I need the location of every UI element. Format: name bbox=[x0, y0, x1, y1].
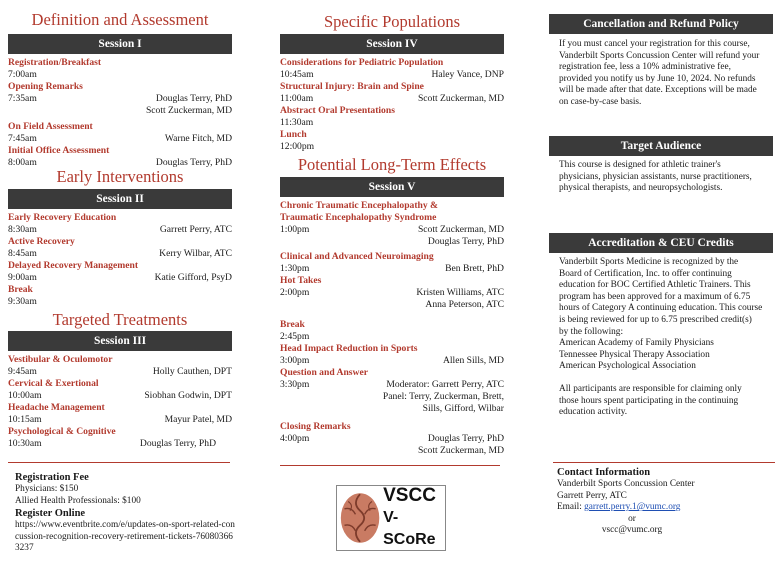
item-title: Delayed Recovery Management bbox=[8, 260, 139, 271]
speaker: Allen Sills, MD bbox=[442, 355, 504, 366]
item-title: Hot Takes bbox=[280, 275, 322, 286]
speaker: Kristen Williams, ATC bbox=[416, 287, 504, 298]
contact-org: Vanderbilt Sports Concussion Center bbox=[557, 479, 695, 489]
item-title: Traumatic Encephalopathy Syndrome bbox=[280, 212, 437, 223]
audience-block bbox=[549, 136, 773, 195]
section-title-early: Early Interventions bbox=[56, 167, 184, 186]
item-title: Active Recovery bbox=[8, 236, 75, 247]
speaker: Anna Peterson, ATC bbox=[425, 299, 504, 310]
item-time: 1:30pm bbox=[280, 263, 310, 274]
item-time: 10:30am bbox=[8, 438, 42, 449]
item-time: 7:45am bbox=[8, 133, 37, 144]
speaker: Douglas Terry, PhD bbox=[427, 236, 504, 247]
speaker: Douglas Terry, PhD bbox=[155, 157, 232, 168]
item-time: 7:35am bbox=[8, 93, 37, 104]
accreditation-text: Vanderbilt Sports Medicine is recognized by the Board of Certification, Inc. to offer continuing education for BOC Certified Athletic Trainers. This program has been approved for a maximum of 6.75 hours of Category A continuing education. This course is being reviewed for up to 6.75 prescribed credit(s) by the following: bbox=[559, 257, 763, 337]
accreditation-org: Tennessee Physical Therapy Association bbox=[559, 349, 710, 360]
item-time: 9:30am bbox=[8, 296, 37, 307]
item-time: 2:45pm bbox=[280, 331, 310, 342]
panel: Sills, Gifford, Wilbar bbox=[422, 403, 504, 414]
session-4-header: Session IV bbox=[280, 34, 504, 54]
fee-allied: Allied Health Professionals: $100 bbox=[15, 495, 141, 506]
session-5 bbox=[280, 177, 504, 457]
divider bbox=[8, 462, 230, 463]
speaker: Warne Fitch, MD bbox=[164, 133, 232, 144]
cancellation-header: Cancellation and Refund Policy bbox=[549, 14, 773, 34]
item-time: 10:15am bbox=[8, 414, 42, 425]
item-title: Head Impact Reduction in Sports bbox=[280, 343, 418, 354]
vscc-logo bbox=[336, 485, 446, 551]
fee-physicians: Physicians: $150 bbox=[15, 484, 79, 494]
item-time: 8:45am bbox=[8, 248, 37, 259]
speaker: Katie Gifford, PsyD bbox=[154, 272, 232, 283]
speaker: Garrett Perry, ATC bbox=[159, 224, 232, 235]
logo-line-1: VSCC bbox=[383, 485, 436, 506]
item-title: Closing Remarks bbox=[280, 421, 351, 432]
item-title: Lunch bbox=[280, 129, 307, 140]
registration-block bbox=[15, 471, 237, 555]
item-title: Initial Office Assessment bbox=[8, 145, 110, 156]
session-4 bbox=[280, 34, 504, 153]
item-time: 9:00am bbox=[8, 272, 37, 283]
accreditation-block bbox=[549, 233, 773, 419]
registration-fee-title: Registration Fee bbox=[15, 472, 89, 483]
speaker: Haley Vance, DNP bbox=[431, 69, 504, 80]
item-title: Chronic Traumatic Encephalopathy & bbox=[280, 200, 439, 211]
session-1 bbox=[8, 34, 232, 169]
item-time: 11:00am bbox=[280, 93, 314, 104]
logo-line-2: V-SCoRe bbox=[383, 509, 436, 548]
speaker: Scott Zuckerman, MD bbox=[145, 105, 232, 116]
speaker: Mayur Patel, MD bbox=[164, 414, 232, 425]
contact-name: Garrett Perry, ATC bbox=[557, 490, 627, 501]
brain-icon bbox=[339, 486, 381, 550]
item-time: 8:00am bbox=[8, 157, 37, 168]
item-time: 3:30pm bbox=[280, 379, 310, 390]
item-title: Break bbox=[8, 284, 33, 295]
item-time: 1:00pm bbox=[280, 224, 310, 235]
panel: Panel: Terry, Zuckerman, Brett, bbox=[382, 391, 504, 402]
contact-block bbox=[557, 466, 771, 537]
accreditation-note: All participants are responsible for claiming only those hours spent participating in the continuing education activity. bbox=[559, 383, 742, 418]
section-definition bbox=[8, 10, 232, 30]
item-title: Early Recovery Education bbox=[8, 212, 117, 223]
item-title: Clinical and Advanced Neuroimaging bbox=[280, 251, 434, 262]
divider bbox=[553, 462, 775, 463]
divider bbox=[280, 465, 500, 466]
speaker: Ben Brett, PhD bbox=[445, 263, 504, 274]
item-title: Opening Remarks bbox=[8, 81, 83, 92]
accreditation-header: Accreditation & CEU Credits bbox=[549, 233, 773, 253]
speaker: Douglas Terry, PhD bbox=[139, 438, 216, 449]
session-2 bbox=[8, 189, 232, 308]
item-time: 10:00am bbox=[8, 390, 42, 401]
speaker: Scott Zuckerman, MD bbox=[417, 445, 504, 456]
session-1-header: Session I bbox=[8, 34, 232, 54]
speaker: Holly Cauthen, DPT bbox=[152, 366, 232, 377]
item-title: Abstract Oral Presentations bbox=[280, 105, 395, 116]
email-label: Email: bbox=[557, 502, 582, 513]
item-title: Structural Injury: Brain and Spine bbox=[280, 81, 424, 92]
item-title: Break bbox=[280, 319, 305, 330]
item-title: Question and Answer bbox=[280, 367, 368, 378]
item-time: 8:30am bbox=[8, 224, 37, 235]
speaker: Kerry Wilbar, ATC bbox=[159, 248, 232, 259]
accreditation-org: American Academy of Family Physicians bbox=[559, 338, 714, 349]
speaker: Siobhan Godwin, DPT bbox=[144, 390, 232, 401]
audience-header: Target Audience bbox=[549, 136, 773, 156]
register-online-title: Register Online bbox=[15, 508, 86, 520]
speaker: Douglas Terry, PhD bbox=[155, 93, 232, 104]
item-time: 11:30am bbox=[280, 117, 314, 128]
item-time: 9:45am bbox=[8, 366, 37, 377]
item-time: 2:00pm bbox=[280, 287, 310, 298]
item-title: Psychological & Cognitive bbox=[8, 426, 116, 437]
moderator: Moderator: Garrett Perry, ATC bbox=[386, 379, 504, 390]
item-title: Cervical & Exertional bbox=[8, 378, 99, 389]
section-title-targeted: Targeted Treatments bbox=[52, 310, 188, 329]
audience-text: This course is designed for athletic trainer's physicians, physician assistants, nurse practitioners, physical therapists, and neuropsychologists. bbox=[559, 160, 752, 194]
accreditation-org: American Psychological Association bbox=[559, 361, 696, 372]
section-title-specific: Specific Populations bbox=[323, 12, 461, 31]
cancellation-text: If you must cancel your registration for this course, Vanderbilt Sports Concussion Center will refund your registration fee, less a 10% administrative fee, provided you notify us by June 10, 2024. No refunds will be made after that date. Exceptions will be made on case-by-case basis. bbox=[559, 39, 760, 107]
item-title: Registration/Breakfast bbox=[8, 57, 102, 68]
section-title-long-term: Potential Long-Term Effects bbox=[297, 155, 487, 174]
section-title-definition: Definition and Assessment bbox=[31, 10, 209, 29]
item-time: 7:00am bbox=[8, 69, 37, 80]
session-5-header: Session V bbox=[280, 177, 504, 197]
item-title: On Field Assessment bbox=[8, 121, 93, 132]
session-3-header: Session III bbox=[8, 331, 232, 351]
contact-email-2[interactable]: vscc@vumc.org bbox=[601, 525, 663, 536]
item-title: Headache Management bbox=[8, 402, 105, 413]
item-time: 10:45am bbox=[280, 69, 314, 80]
item-time: 3:00pm bbox=[280, 355, 310, 366]
contact-email-link[interactable]: garrett.perry.1@vumc.org bbox=[584, 502, 681, 513]
registration-url[interactable]: https://www.eventbrite.com/e/updates-on-sport-related-concussion-recognition-recovery-retirement-tickets-760803663237 bbox=[15, 520, 235, 554]
item-time: 4:00pm bbox=[280, 433, 310, 444]
contact-email-row bbox=[557, 502, 771, 514]
item-title: Vestibular & Oculomotor bbox=[8, 354, 113, 365]
speaker: Scott Zuckerman, MD bbox=[417, 224, 504, 235]
session-2-header: Session II bbox=[8, 189, 232, 209]
speaker: Douglas Terry, PhD bbox=[427, 433, 504, 444]
contact-or: or bbox=[628, 513, 636, 524]
item-title: Considerations for Pediatric Population bbox=[280, 57, 444, 68]
speaker: Scott Zuckerman, MD bbox=[417, 93, 504, 104]
contact-title: Contact Information bbox=[557, 467, 651, 478]
item-time: 12:00pm bbox=[280, 141, 315, 152]
session-3 bbox=[8, 331, 232, 450]
cancellation-block bbox=[549, 14, 773, 109]
